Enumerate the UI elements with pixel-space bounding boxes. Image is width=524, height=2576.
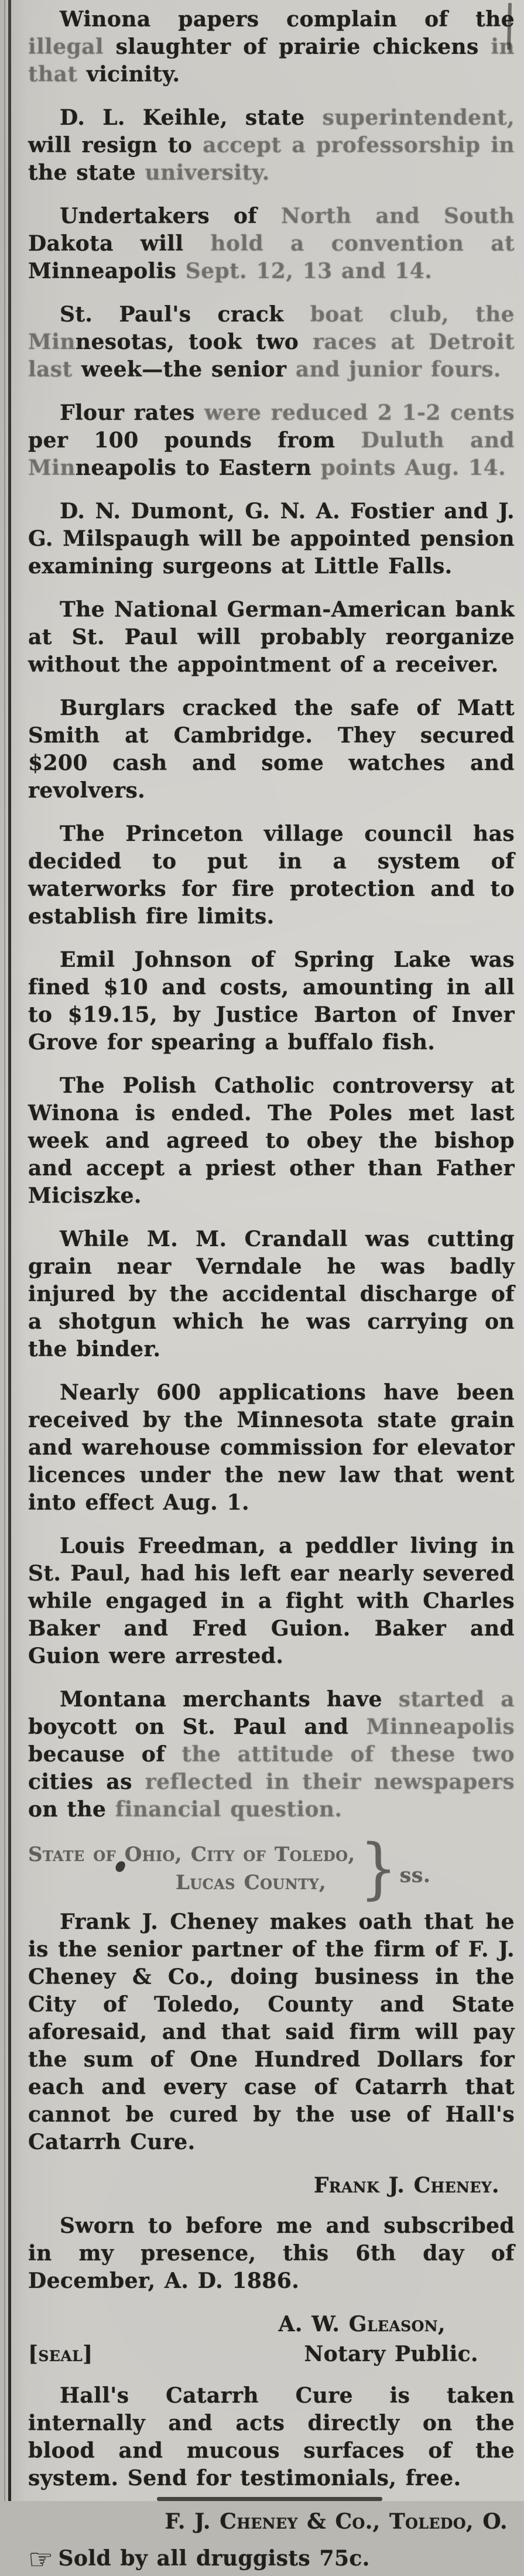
faded-text-run: financial question. [115,1797,343,1822]
faded-text-run: races at Detroit last [28,330,515,382]
text-run: vicinity. [77,62,180,87]
text-run: Sworn to before me and subscribed in my presence, this 6th day of December, A. D. 1886. [28,2214,515,2293]
text-run: Minneapolis [28,259,186,283]
text-run: the state [28,160,145,185]
affidavit-heading [28,1829,515,1907]
seal-notation: [seal] [28,2342,93,2366]
news-paragraph [28,596,515,679]
text-run: Nearly 600 applications have been received by the Minnesota state grain and warehouse commission for elevator licences under the new law that went into effect Aug. 1. [28,1380,515,1515]
text-run: The Princeton village council has decided to put in a system of waterworks for fire protection and to establish fire limits. [28,822,515,929]
faded-text-run: university. [145,160,270,185]
news-paragraph [28,820,515,930]
text-run: D. N. Dumont, G. N. A. Fostier and J. G. Milspaugh will be appointed pension examining surgeons at Little Falls. [28,499,515,579]
text-run: cities as [28,1770,145,1794]
text-run: will resign to [28,133,203,158]
text-run: on the [28,1797,115,1822]
affidavit-lines [28,1841,355,1897]
signature-a-w-gleason: A. W. Gleason, [278,2312,446,2336]
faded-text-run: reflected in their newspapers [145,1770,515,1794]
text-run: The Polish Catholic controversy at Winona is ended. The Poles met last week and agreed to obey the bishop and accept a priest other than Father Miciszke. [28,1073,515,1208]
news-paragraph [28,1686,515,1824]
affidavit-line-lucas-county: Lucas County, [176,1871,327,1894]
text-run: While M. M. Crandall was cutting grain near Verndale he was badly injured by the accidental discharge of a shotgun which he was carrying on the binder. [28,1227,515,1361]
text-run: nesotas, took two [75,330,313,354]
news-paragraph [28,498,515,580]
faded-text-run: boat club, the Min [28,302,515,354]
faded-text-run: started a [398,1687,515,1712]
affidavit-brace: } [359,1829,398,1907]
text-run: week—the senior [72,357,296,382]
text-run: boycott on St. Paul and [28,1715,367,1739]
faded-text-run: the attitude of these two [181,1742,515,1767]
news-paragraph [28,946,515,1056]
bottom-divider [157,2497,382,2501]
news-paragraph [28,695,515,805]
affidavit-line-state-of-ohio: State of Ohio, City of Toledo, [28,1843,355,1866]
faded-text-run: Minneapolis [366,1715,515,1739]
sold-by-druggists-line [28,2545,515,2574]
news-paragraph [28,6,515,88]
text-run: per 100 pounds from [28,428,361,453]
faded-text-run: in that [28,35,515,87]
text-run: Winona papers complain of the [60,7,515,32]
firm-signature-line: F. J. Cheney & Co., Toledo, O. [165,2509,508,2534]
sold-text: Sold by all druggists 75c. [58,2546,370,2571]
faded-text-run: were reduced 2 1-2 cents [204,401,515,425]
text-run: Burglars cracked the safe of Matt Smith at Cambridge. They secured $200 cash and some watches and revolvers. [28,696,515,803]
ss-abbreviation: ss. [399,1863,431,1887]
news-paragraph [28,1226,515,1363]
signature-frank-j-cheney: Frank J. Cheney. [313,2173,499,2198]
text-run: Louis Freedman, a peddler living in St. Paul, had his left ear nearly severed while engaged in a fight with Charles Baker and Fred Guion. Baker and Guion were arrested. [28,1534,515,1668]
text-run: Frank J. Cheney makes oath that he is the senior partner of the firm of F. J. Cheney & Co., doing business in the City of Toledo, County and State aforesaid, and that said firm will pay the sum of One Hundred Dollars for each and every case of Catarrh that cannot be cured by the use of Hall's Catarrh Cure. [28,1910,515,2154]
faded-text-run: Sept. 12, 13 and 14. [185,259,433,283]
faded-text-run: illegal [28,35,104,59]
faded-text-run: superintendent, [322,105,515,130]
text-run: Hall's Catarrh Cure is taken internally and acts directly on the blood and mucous surfaces of the system. Send for testimonials, free. [28,2383,515,2491]
news-paragraph [28,301,515,384]
text-run: The National German-American bank at St. Paul will probably reorganize without the appointment of a receiver. [28,597,515,677]
faded-text-run: points Aug. 14. [320,456,506,480]
faded-text-run: accept a professorship in [203,133,515,158]
text-run: D. L. Keihle, state [60,105,323,130]
text-run: Undertakers of [60,204,281,228]
pointing-hand-icon: ☞ [28,2543,54,2576]
faded-text-run: hold a convention at [210,231,515,256]
news-paragraph [28,2382,515,2492]
faded-text-run: North and South [280,204,515,228]
news-paragraph [28,1379,515,1517]
text-run: St. Paul's crack [60,302,310,327]
text-run: slaughter of prairie chickens [103,35,491,59]
news-paragraph [28,104,515,187]
faded-text-run: Duluth and Min [28,428,515,480]
news-paragraph [28,203,515,285]
text-run: Emil Johnson of Spring Lake was fined $10 and costs, amounting in all to $19.15, by Justice Barton of Inver Grove for spearing a buffalo fish. [28,947,515,1055]
text-run: neapolis to Eastern [75,456,321,480]
news-paragraph [28,2212,515,2295]
faded-text-run: and junior fours. [295,357,501,382]
text-run: Dakota will [28,231,211,256]
seal-notary-line [28,2341,515,2368]
news-paragraph [28,399,515,482]
news-paragraph [28,1072,515,1210]
news-paragraph [28,1532,515,1670]
news-paragraph [28,1908,515,2156]
text-run: Montana merchants have [60,1687,399,1712]
text-run: because of [28,1742,182,1767]
text-run: Flour rates [60,401,204,425]
notary-public-label: Notary Public. [304,2342,478,2366]
